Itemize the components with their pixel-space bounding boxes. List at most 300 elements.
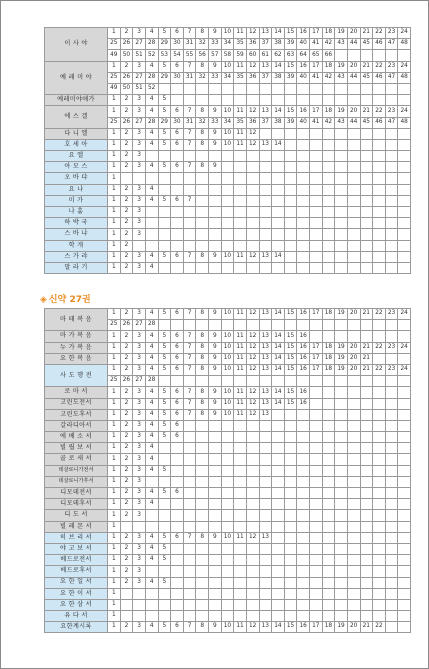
chapter-cell[interactable]: 12 [246, 342, 259, 353]
chapter-cell[interactable] [297, 83, 310, 94]
chapter-cell[interactable]: 3 [133, 364, 146, 375]
chapter-cell[interactable] [284, 151, 297, 162]
chapter-cell[interactable] [310, 240, 323, 251]
chapter-cell[interactable]: 9 [209, 331, 222, 342]
chapter-cell[interactable]: 42 [322, 117, 335, 128]
chapter-cell[interactable]: 6 [171, 488, 184, 499]
chapter-cell[interactable] [234, 488, 247, 499]
chapter-cell[interactable]: 10 [221, 409, 234, 420]
chapter-cell[interactable]: 1 [108, 465, 121, 476]
chapter-cell[interactable]: 15 [284, 342, 297, 353]
chapter-cell[interactable] [385, 432, 398, 443]
chapter-cell[interactable]: 12 [246, 128, 259, 139]
chapter-cell[interactable] [310, 432, 323, 443]
chapter-cell[interactable] [171, 555, 184, 566]
chapter-cell[interactable]: 1 [108, 151, 121, 162]
chapter-cell[interactable] [234, 320, 247, 331]
chapter-cell[interactable]: 8 [196, 162, 209, 173]
chapter-cell[interactable] [221, 83, 234, 94]
chapter-cell[interactable] [272, 184, 285, 195]
chapter-cell[interactable]: 39 [284, 39, 297, 50]
chapter-cell[interactable]: 4 [145, 353, 158, 364]
chapter-cell[interactable]: 41 [310, 117, 323, 128]
chapter-cell[interactable] [158, 173, 171, 184]
chapter-cell[interactable]: 15 [284, 28, 297, 39]
chapter-cell[interactable]: 2 [120, 622, 133, 633]
chapter-cell[interactable]: 35 [234, 117, 247, 128]
chapter-cell[interactable]: 3 [133, 28, 146, 39]
chapter-cell[interactable] [373, 229, 386, 240]
chapter-cell[interactable] [284, 184, 297, 195]
chapter-cell[interactable] [373, 566, 386, 577]
chapter-cell[interactable]: 6 [171, 398, 184, 409]
chapter-cell[interactable] [385, 218, 398, 229]
chapter-cell[interactable] [360, 376, 373, 387]
chapter-cell[interactable] [347, 420, 360, 431]
chapter-cell[interactable] [284, 195, 297, 206]
chapter-cell[interactable]: 2 [120, 61, 133, 72]
chapter-cell[interactable] [373, 420, 386, 431]
chapter-cell[interactable]: 44 [347, 39, 360, 50]
chapter-cell[interactable]: 6 [171, 195, 184, 206]
chapter-cell[interactable] [373, 443, 386, 454]
chapter-cell[interactable]: 43 [335, 39, 348, 50]
chapter-cell[interactable] [171, 521, 184, 532]
chapter-cell[interactable] [221, 577, 234, 588]
chapter-cell[interactable]: 3 [133, 106, 146, 117]
chapter-cell[interactable] [272, 95, 285, 106]
chapter-cell[interactable]: 8 [196, 309, 209, 320]
chapter-cell[interactable] [398, 599, 411, 610]
chapter-cell[interactable]: 4 [145, 139, 158, 150]
chapter-cell[interactable]: 13 [259, 353, 272, 364]
chapter-cell[interactable]: 10 [221, 532, 234, 543]
chapter-cell[interactable] [335, 521, 348, 532]
chapter-cell[interactable] [234, 162, 247, 173]
chapter-cell[interactable]: 1 [108, 476, 121, 487]
chapter-cell[interactable] [158, 207, 171, 218]
chapter-cell[interactable] [347, 184, 360, 195]
chapter-cell[interactable]: 3 [133, 331, 146, 342]
chapter-cell[interactable] [385, 229, 398, 240]
chapter-cell[interactable] [196, 611, 209, 622]
chapter-cell[interactable]: 14 [272, 61, 285, 72]
chapter-cell[interactable]: 33 [209, 72, 222, 83]
chapter-cell[interactable] [347, 95, 360, 106]
chapter-cell[interactable] [347, 207, 360, 218]
chapter-cell[interactable]: 4 [145, 387, 158, 398]
chapter-cell[interactable] [234, 173, 247, 184]
chapter-cell[interactable] [335, 251, 348, 262]
chapter-cell[interactable]: 15 [284, 61, 297, 72]
chapter-cell[interactable] [398, 454, 411, 465]
chapter-cell[interactable]: 5 [158, 162, 171, 173]
chapter-cell[interactable] [297, 151, 310, 162]
chapter-cell[interactable] [234, 599, 247, 610]
chapter-cell[interactable] [385, 499, 398, 510]
chapter-cell[interactable]: 33 [209, 117, 222, 128]
chapter-cell[interactable] [310, 488, 323, 499]
chapter-cell[interactable] [284, 162, 297, 173]
chapter-cell[interactable]: 7 [183, 353, 196, 364]
chapter-cell[interactable] [335, 398, 348, 409]
chapter-cell[interactable] [246, 599, 259, 610]
chapter-cell[interactable] [209, 83, 222, 94]
chapter-cell[interactable] [385, 443, 398, 454]
chapter-cell[interactable]: 7 [183, 532, 196, 543]
chapter-cell[interactable]: 2 [120, 28, 133, 39]
chapter-cell[interactable] [234, 611, 247, 622]
chapter-cell[interactable] [183, 588, 196, 599]
chapter-cell[interactable] [183, 173, 196, 184]
chapter-cell[interactable] [398, 128, 411, 139]
chapter-cell[interactable] [183, 454, 196, 465]
chapter-cell[interactable]: 21 [360, 353, 373, 364]
chapter-cell[interactable]: 13 [259, 331, 272, 342]
chapter-cell[interactable] [385, 476, 398, 487]
chapter-cell[interactable]: 1 [108, 207, 121, 218]
chapter-cell[interactable]: 2 [120, 364, 133, 375]
chapter-cell[interactable] [284, 95, 297, 106]
chapter-cell[interactable] [297, 510, 310, 521]
chapter-cell[interactable] [209, 488, 222, 499]
chapter-cell[interactable] [360, 543, 373, 554]
chapter-cell[interactable] [196, 599, 209, 610]
chapter-cell[interactable]: 6 [171, 128, 184, 139]
chapter-cell[interactable]: 9 [209, 622, 222, 633]
chapter-cell[interactable] [246, 488, 259, 499]
chapter-cell[interactable] [373, 432, 386, 443]
chapter-cell[interactable]: 6 [171, 432, 184, 443]
chapter-cell[interactable] [398, 331, 411, 342]
chapter-cell[interactable] [398, 488, 411, 499]
chapter-cell[interactable] [310, 139, 323, 150]
chapter-cell[interactable] [335, 320, 348, 331]
chapter-cell[interactable]: 30 [171, 72, 184, 83]
chapter-cell[interactable] [272, 454, 285, 465]
chapter-cell[interactable]: 26 [120, 72, 133, 83]
chapter-cell[interactable]: 5 [158, 342, 171, 353]
chapter-cell[interactable] [297, 229, 310, 240]
chapter-cell[interactable] [171, 376, 184, 387]
chapter-cell[interactable]: 3 [133, 387, 146, 398]
chapter-cell[interactable] [196, 488, 209, 499]
chapter-cell[interactable] [284, 409, 297, 420]
chapter-cell[interactable]: 7 [183, 162, 196, 173]
chapter-cell[interactable] [183, 611, 196, 622]
chapter-cell[interactable]: 4 [145, 28, 158, 39]
chapter-cell[interactable]: 26 [120, 39, 133, 50]
chapter-cell[interactable] [360, 229, 373, 240]
chapter-cell[interactable]: 5 [158, 488, 171, 499]
chapter-cell[interactable]: 18 [322, 353, 335, 364]
chapter-cell[interactable]: 7 [183, 28, 196, 39]
chapter-cell[interactable] [234, 510, 247, 521]
chapter-cell[interactable] [310, 420, 323, 431]
chapter-cell[interactable]: 1 [108, 521, 121, 532]
chapter-cell[interactable] [347, 555, 360, 566]
chapter-cell[interactable] [335, 139, 348, 150]
chapter-cell[interactable] [259, 443, 272, 454]
chapter-cell[interactable]: 3 [133, 510, 146, 521]
chapter-cell[interactable] [360, 588, 373, 599]
chapter-cell[interactable]: 6 [171, 353, 184, 364]
chapter-cell[interactable] [347, 240, 360, 251]
chapter-cell[interactable] [310, 331, 323, 342]
chapter-cell[interactable] [196, 320, 209, 331]
chapter-cell[interactable] [234, 376, 247, 387]
chapter-cell[interactable]: 21 [360, 342, 373, 353]
chapter-cell[interactable] [259, 521, 272, 532]
chapter-cell[interactable] [234, 240, 247, 251]
chapter-cell[interactable]: 3 [133, 398, 146, 409]
chapter-cell[interactable]: 47 [385, 39, 398, 50]
chapter-cell[interactable]: 12 [246, 61, 259, 72]
chapter-cell[interactable] [259, 555, 272, 566]
chapter-cell[interactable]: 5 [158, 353, 171, 364]
chapter-cell[interactable] [322, 510, 335, 521]
chapter-cell[interactable] [360, 432, 373, 443]
chapter-cell[interactable] [322, 454, 335, 465]
chapter-cell[interactable] [234, 555, 247, 566]
chapter-cell[interactable] [398, 465, 411, 476]
chapter-cell[interactable]: 3 [133, 409, 146, 420]
chapter-cell[interactable] [246, 465, 259, 476]
chapter-cell[interactable] [246, 454, 259, 465]
chapter-cell[interactable] [158, 376, 171, 387]
chapter-cell[interactable] [183, 229, 196, 240]
chapter-cell[interactable] [373, 543, 386, 554]
chapter-cell[interactable]: 2 [120, 184, 133, 195]
chapter-cell[interactable]: 48 [398, 72, 411, 83]
chapter-cell[interactable]: 5 [158, 622, 171, 633]
chapter-cell[interactable]: 3 [133, 195, 146, 206]
chapter-cell[interactable] [209, 599, 222, 610]
chapter-cell[interactable] [335, 555, 348, 566]
chapter-cell[interactable] [234, 521, 247, 532]
chapter-cell[interactable]: 11 [234, 331, 247, 342]
chapter-cell[interactable] [360, 173, 373, 184]
chapter-cell[interactable] [347, 376, 360, 387]
chapter-cell[interactable] [335, 376, 348, 387]
chapter-cell[interactable]: 3 [133, 488, 146, 499]
chapter-cell[interactable] [259, 376, 272, 387]
chapter-cell[interactable] [145, 207, 158, 218]
chapter-cell[interactable]: 11 [234, 364, 247, 375]
chapter-cell[interactable] [373, 510, 386, 521]
chapter-cell[interactable]: 63 [284, 50, 297, 61]
chapter-cell[interactable] [221, 443, 234, 454]
chapter-cell[interactable]: 60 [246, 50, 259, 61]
chapter-cell[interactable]: 18 [322, 622, 335, 633]
chapter-cell[interactable] [284, 488, 297, 499]
chapter-cell[interactable] [310, 510, 323, 521]
chapter-cell[interactable]: 17 [310, 353, 323, 364]
chapter-cell[interactable]: 2 [120, 454, 133, 465]
chapter-cell[interactable] [310, 184, 323, 195]
chapter-cell[interactable] [347, 320, 360, 331]
chapter-cell[interactable]: 8 [196, 398, 209, 409]
chapter-cell[interactable] [196, 151, 209, 162]
chapter-cell[interactable] [171, 566, 184, 577]
chapter-cell[interactable]: 26 [120, 117, 133, 128]
chapter-cell[interactable]: 13 [259, 398, 272, 409]
chapter-cell[interactable]: 13 [259, 61, 272, 72]
chapter-cell[interactable] [196, 218, 209, 229]
chapter-cell[interactable] [398, 184, 411, 195]
chapter-cell[interactable] [297, 454, 310, 465]
chapter-cell[interactable] [297, 320, 310, 331]
chapter-cell[interactable]: 21 [360, 106, 373, 117]
chapter-cell[interactable]: 11 [234, 342, 247, 353]
chapter-cell[interactable]: 4 [145, 331, 158, 342]
chapter-cell[interactable]: 4 [145, 420, 158, 431]
chapter-cell[interactable]: 5 [158, 195, 171, 206]
chapter-cell[interactable]: 5 [158, 251, 171, 262]
chapter-cell[interactable] [373, 488, 386, 499]
chapter-cell[interactable] [196, 207, 209, 218]
chapter-cell[interactable]: 4 [145, 532, 158, 543]
chapter-cell[interactable] [171, 240, 184, 251]
chapter-cell[interactable] [347, 543, 360, 554]
chapter-cell[interactable]: 3 [133, 555, 146, 566]
chapter-cell[interactable] [196, 577, 209, 588]
chapter-cell[interactable] [335, 510, 348, 521]
chapter-cell[interactable] [259, 320, 272, 331]
chapter-cell[interactable] [297, 420, 310, 431]
chapter-cell[interactable]: 11 [234, 409, 247, 420]
chapter-cell[interactable]: 3 [133, 309, 146, 320]
chapter-cell[interactable] [196, 510, 209, 521]
chapter-cell[interactable] [360, 566, 373, 577]
chapter-cell[interactable]: 10 [221, 251, 234, 262]
chapter-cell[interactable]: 5 [158, 309, 171, 320]
chapter-cell[interactable] [373, 588, 386, 599]
chapter-cell[interactable]: 25 [108, 39, 121, 50]
chapter-cell[interactable] [221, 588, 234, 599]
chapter-cell[interactable] [234, 218, 247, 229]
chapter-cell[interactable]: 3 [133, 251, 146, 262]
chapter-cell[interactable]: 28 [145, 376, 158, 387]
chapter-cell[interactable] [385, 139, 398, 150]
chapter-cell[interactable] [360, 443, 373, 454]
chapter-cell[interactable]: 1 [108, 499, 121, 510]
chapter-cell[interactable] [322, 499, 335, 510]
chapter-cell[interactable]: 52 [145, 50, 158, 61]
chapter-cell[interactable] [246, 240, 259, 251]
chapter-cell[interactable] [360, 184, 373, 195]
chapter-cell[interactable]: 3 [133, 476, 146, 487]
chapter-cell[interactable]: 20 [347, 309, 360, 320]
chapter-cell[interactable] [360, 139, 373, 150]
chapter-cell[interactable] [373, 599, 386, 610]
chapter-cell[interactable] [347, 251, 360, 262]
chapter-cell[interactable]: 2 [120, 409, 133, 420]
chapter-cell[interactable] [360, 50, 373, 61]
chapter-cell[interactable]: 9 [209, 387, 222, 398]
chapter-cell[interactable]: 12 [246, 398, 259, 409]
chapter-cell[interactable] [196, 555, 209, 566]
chapter-cell[interactable] [259, 420, 272, 431]
chapter-cell[interactable]: 2 [120, 207, 133, 218]
chapter-cell[interactable]: 3 [133, 218, 146, 229]
chapter-cell[interactable] [385, 353, 398, 364]
chapter-cell[interactable] [158, 521, 171, 532]
chapter-cell[interactable]: 13 [259, 251, 272, 262]
chapter-cell[interactable] [360, 320, 373, 331]
chapter-cell[interactable] [373, 139, 386, 150]
chapter-cell[interactable]: 1 [108, 387, 121, 398]
chapter-cell[interactable]: 25 [108, 72, 121, 83]
chapter-cell[interactable] [310, 320, 323, 331]
chapter-cell[interactable]: 17 [310, 106, 323, 117]
chapter-cell[interactable] [373, 454, 386, 465]
chapter-cell[interactable] [284, 454, 297, 465]
chapter-cell[interactable] [310, 555, 323, 566]
chapter-cell[interactable] [385, 521, 398, 532]
chapter-cell[interactable] [259, 577, 272, 588]
chapter-cell[interactable] [385, 162, 398, 173]
chapter-cell[interactable] [209, 195, 222, 206]
chapter-cell[interactable] [259, 566, 272, 577]
chapter-cell[interactable] [398, 229, 411, 240]
chapter-cell[interactable]: 3 [133, 139, 146, 150]
chapter-cell[interactable] [246, 510, 259, 521]
chapter-cell[interactable]: 2 [120, 566, 133, 577]
chapter-cell[interactable] [196, 476, 209, 487]
chapter-cell[interactable] [259, 151, 272, 162]
chapter-cell[interactable] [120, 611, 133, 622]
chapter-cell[interactable] [284, 566, 297, 577]
chapter-cell[interactable] [385, 240, 398, 251]
chapter-cell[interactable]: 34 [221, 117, 234, 128]
chapter-cell[interactable] [209, 240, 222, 251]
chapter-cell[interactable]: 19 [335, 61, 348, 72]
chapter-cell[interactable] [120, 521, 133, 532]
chapter-cell[interactable]: 2 [120, 262, 133, 273]
chapter-cell[interactable] [335, 499, 348, 510]
chapter-cell[interactable] [335, 207, 348, 218]
chapter-cell[interactable] [347, 229, 360, 240]
chapter-cell[interactable] [284, 510, 297, 521]
chapter-cell[interactable]: 9 [209, 409, 222, 420]
chapter-cell[interactable]: 3 [133, 532, 146, 543]
chapter-cell[interactable] [398, 262, 411, 273]
chapter-cell[interactable] [373, 353, 386, 364]
chapter-cell[interactable] [373, 218, 386, 229]
chapter-cell[interactable]: 2 [120, 577, 133, 588]
chapter-cell[interactable]: 1 [108, 532, 121, 543]
chapter-cell[interactable] [221, 510, 234, 521]
chapter-cell[interactable]: 4 [145, 432, 158, 443]
chapter-cell[interactable]: 3 [133, 262, 146, 273]
chapter-cell[interactable]: 3 [133, 353, 146, 364]
chapter-cell[interactable]: 4 [145, 95, 158, 106]
chapter-cell[interactable] [347, 128, 360, 139]
chapter-cell[interactable] [158, 476, 171, 487]
chapter-cell[interactable] [284, 521, 297, 532]
chapter-cell[interactable]: 14 [272, 622, 285, 633]
chapter-cell[interactable] [120, 588, 133, 599]
chapter-cell[interactable]: 35 [234, 72, 247, 83]
chapter-cell[interactable]: 49 [108, 83, 121, 94]
chapter-cell[interactable]: 18 [322, 28, 335, 39]
chapter-cell[interactable]: 24 [398, 309, 411, 320]
chapter-cell[interactable] [297, 555, 310, 566]
chapter-cell[interactable] [284, 173, 297, 184]
chapter-cell[interactable]: 1 [108, 364, 121, 375]
chapter-cell[interactable] [171, 611, 184, 622]
